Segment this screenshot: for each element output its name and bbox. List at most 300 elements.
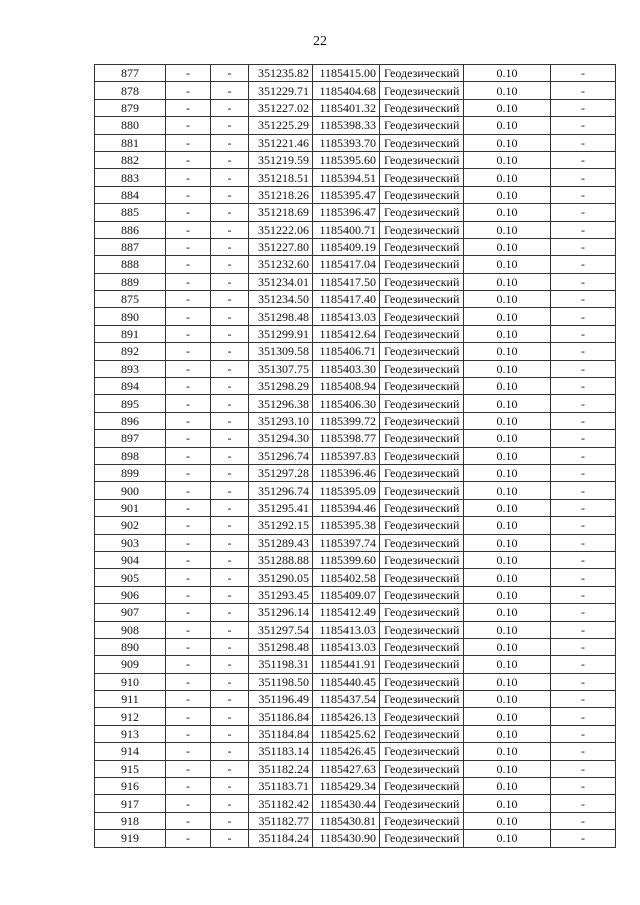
accuracy-cell: 0.10 bbox=[464, 586, 551, 603]
point-number-cell: 910 bbox=[95, 673, 166, 690]
x-new-cell: 351221.46 bbox=[249, 134, 313, 151]
y-new-cell: 1185395.38 bbox=[313, 517, 380, 534]
point-number-cell: 901 bbox=[95, 499, 166, 516]
y-new-cell: 1185399.60 bbox=[313, 551, 380, 568]
description-cell: - bbox=[551, 691, 616, 708]
y-old-cell: - bbox=[211, 238, 249, 255]
accuracy-cell: 0.10 bbox=[464, 395, 551, 412]
y-old-cell: - bbox=[211, 117, 249, 134]
y-new-cell: 1185401.32 bbox=[313, 99, 380, 116]
x-new-cell: 351289.43 bbox=[249, 534, 313, 551]
x-new-cell: 351309.58 bbox=[249, 343, 313, 360]
y-old-cell: - bbox=[211, 812, 249, 829]
accuracy-cell: 0.10 bbox=[464, 534, 551, 551]
point-number-cell: 894 bbox=[95, 378, 166, 395]
method-cell: Геодезический bbox=[380, 778, 464, 795]
accuracy-cell: 0.10 bbox=[464, 238, 551, 255]
accuracy-cell: 0.10 bbox=[464, 482, 551, 499]
table-row bbox=[95, 499, 616, 516]
table-row bbox=[95, 291, 616, 308]
y-old-cell: - bbox=[211, 186, 249, 203]
y-old-cell: - bbox=[211, 291, 249, 308]
x-old-cell: - bbox=[166, 308, 211, 325]
method-cell: Геодезический bbox=[380, 621, 464, 638]
y-old-cell: - bbox=[211, 638, 249, 655]
y-old-cell: - bbox=[211, 134, 249, 151]
y-new-cell: 1185417.04 bbox=[313, 256, 380, 273]
point-number-cell: 893 bbox=[95, 360, 166, 377]
method-cell: Геодезический bbox=[380, 673, 464, 690]
x-old-cell: - bbox=[166, 430, 211, 447]
point-number-cell: 875 bbox=[95, 291, 166, 308]
description-cell: - bbox=[551, 169, 616, 186]
x-new-cell: 351184.84 bbox=[249, 725, 313, 742]
x-new-cell: 351296.74 bbox=[249, 482, 313, 499]
point-number-cell: 913 bbox=[95, 725, 166, 742]
table-row bbox=[95, 691, 616, 708]
description-cell: - bbox=[551, 273, 616, 290]
accuracy-cell: 0.10 bbox=[464, 117, 551, 134]
description-cell: - bbox=[551, 99, 616, 116]
y-old-cell: - bbox=[211, 273, 249, 290]
y-new-cell: 1185399.72 bbox=[313, 412, 380, 429]
x-old-cell: - bbox=[166, 65, 211, 82]
x-old-cell: - bbox=[166, 186, 211, 203]
table-row bbox=[95, 151, 616, 168]
y-new-cell: 1185417.40 bbox=[313, 291, 380, 308]
x-new-cell: 351186.84 bbox=[249, 708, 313, 725]
accuracy-cell: 0.10 bbox=[464, 795, 551, 812]
x-old-cell: - bbox=[166, 604, 211, 621]
y-old-cell: - bbox=[211, 343, 249, 360]
point-number-cell: 906 bbox=[95, 586, 166, 603]
accuracy-cell: 0.10 bbox=[464, 551, 551, 568]
point-number-cell: 885 bbox=[95, 204, 166, 221]
description-cell: - bbox=[551, 360, 616, 377]
y-new-cell: 1185397.74 bbox=[313, 534, 380, 551]
y-old-cell: - bbox=[211, 517, 249, 534]
point-number-cell: 916 bbox=[95, 778, 166, 795]
method-cell: Геодезический bbox=[380, 760, 464, 777]
method-cell: Геодезический bbox=[380, 343, 464, 360]
method-cell: Геодезический bbox=[380, 708, 464, 725]
table-row bbox=[95, 551, 616, 568]
description-cell: - bbox=[551, 708, 616, 725]
point-number-cell: 880 bbox=[95, 117, 166, 134]
description-cell: - bbox=[551, 308, 616, 325]
accuracy-cell: 0.10 bbox=[464, 204, 551, 221]
method-cell: Геодезический bbox=[380, 82, 464, 99]
accuracy-cell: 0.10 bbox=[464, 360, 551, 377]
x-old-cell: - bbox=[166, 830, 211, 847]
accuracy-cell: 0.10 bbox=[464, 812, 551, 829]
point-number-cell: 881 bbox=[95, 134, 166, 151]
table-row bbox=[95, 325, 616, 342]
method-cell: Геодезический bbox=[380, 534, 464, 551]
y-old-cell: - bbox=[211, 778, 249, 795]
y-new-cell: 1185406.30 bbox=[313, 395, 380, 412]
method-cell: Геодезический bbox=[380, 238, 464, 255]
y-new-cell: 1185426.13 bbox=[313, 708, 380, 725]
method-cell: Геодезический bbox=[380, 447, 464, 464]
point-number-cell: 918 bbox=[95, 812, 166, 829]
x-new-cell: 351222.06 bbox=[249, 221, 313, 238]
method-cell: Геодезический bbox=[380, 464, 464, 481]
accuracy-cell: 0.10 bbox=[464, 291, 551, 308]
table-row bbox=[95, 82, 616, 99]
table-row bbox=[95, 830, 616, 847]
x-new-cell: 351227.02 bbox=[249, 99, 313, 116]
method-cell: Геодезический bbox=[380, 517, 464, 534]
description-cell: - bbox=[551, 186, 616, 203]
accuracy-cell: 0.10 bbox=[464, 378, 551, 395]
table-row bbox=[95, 273, 616, 290]
point-number-cell: 903 bbox=[95, 534, 166, 551]
accuracy-cell: 0.10 bbox=[464, 325, 551, 342]
x-old-cell: - bbox=[166, 656, 211, 673]
point-number-cell: 907 bbox=[95, 604, 166, 621]
accuracy-cell: 0.10 bbox=[464, 464, 551, 481]
description-cell: - bbox=[551, 395, 616, 412]
y-old-cell: - bbox=[211, 464, 249, 481]
method-cell: Геодезический bbox=[380, 691, 464, 708]
y-old-cell: - bbox=[211, 151, 249, 168]
accuracy-cell: 0.10 bbox=[464, 221, 551, 238]
point-number-cell: 879 bbox=[95, 99, 166, 116]
y-new-cell: 1185396.46 bbox=[313, 464, 380, 481]
y-old-cell: - bbox=[211, 725, 249, 742]
y-new-cell: 1185440.45 bbox=[313, 673, 380, 690]
method-cell: Геодезический bbox=[380, 308, 464, 325]
description-cell: - bbox=[551, 656, 616, 673]
x-new-cell: 351290.05 bbox=[249, 569, 313, 586]
y-old-cell: - bbox=[211, 708, 249, 725]
accuracy-cell: 0.10 bbox=[464, 743, 551, 760]
y-new-cell: 1185430.44 bbox=[313, 795, 380, 812]
x-new-cell: 351227.80 bbox=[249, 238, 313, 255]
y-new-cell: 1185413.03 bbox=[313, 308, 380, 325]
method-cell: Геодезический bbox=[380, 325, 464, 342]
table-row bbox=[95, 186, 616, 203]
y-old-cell: - bbox=[211, 691, 249, 708]
point-number-cell: 908 bbox=[95, 621, 166, 638]
method-cell: Геодезический bbox=[380, 551, 464, 568]
x-new-cell: 351183.14 bbox=[249, 743, 313, 760]
accuracy-cell: 0.10 bbox=[464, 65, 551, 82]
x-old-cell: - bbox=[166, 256, 211, 273]
x-old-cell: - bbox=[166, 569, 211, 586]
x-old-cell: - bbox=[166, 708, 211, 725]
x-new-cell: 351234.50 bbox=[249, 291, 313, 308]
x-old-cell: - bbox=[166, 82, 211, 99]
y-old-cell: - bbox=[211, 586, 249, 603]
x-old-cell: - bbox=[166, 291, 211, 308]
x-new-cell: 351198.31 bbox=[249, 656, 313, 673]
table-row bbox=[95, 169, 616, 186]
y-new-cell: 1185406.71 bbox=[313, 343, 380, 360]
y-new-cell: 1185402.58 bbox=[313, 569, 380, 586]
x-new-cell: 351182.42 bbox=[249, 795, 313, 812]
description-cell: - bbox=[551, 517, 616, 534]
accuracy-cell: 0.10 bbox=[464, 499, 551, 516]
point-number-cell: 889 bbox=[95, 273, 166, 290]
description-cell: - bbox=[551, 760, 616, 777]
x-new-cell: 351218.51 bbox=[249, 169, 313, 186]
table-row bbox=[95, 517, 616, 534]
x-new-cell: 351196.49 bbox=[249, 691, 313, 708]
accuracy-cell: 0.10 bbox=[464, 517, 551, 534]
table-row bbox=[95, 65, 616, 82]
x-old-cell: - bbox=[166, 238, 211, 255]
y-old-cell: - bbox=[211, 378, 249, 395]
x-old-cell: - bbox=[166, 534, 211, 551]
table-row bbox=[95, 378, 616, 395]
table-row bbox=[95, 604, 616, 621]
y-old-cell: - bbox=[211, 743, 249, 760]
description-cell: - bbox=[551, 117, 616, 134]
y-new-cell: 1185426.45 bbox=[313, 743, 380, 760]
point-number-cell: 914 bbox=[95, 743, 166, 760]
y-old-cell: - bbox=[211, 82, 249, 99]
point-number-cell: 888 bbox=[95, 256, 166, 273]
method-cell: Геодезический bbox=[380, 499, 464, 516]
description-cell: - bbox=[551, 204, 616, 221]
x-new-cell: 351232.60 bbox=[249, 256, 313, 273]
x-new-cell: 351235.82 bbox=[249, 65, 313, 82]
method-cell: Геодезический bbox=[380, 586, 464, 603]
method-cell: Геодезический bbox=[380, 412, 464, 429]
table-row bbox=[95, 117, 616, 134]
y-new-cell: 1185412.64 bbox=[313, 325, 380, 342]
x-old-cell: - bbox=[166, 325, 211, 342]
method-cell: Геодезический bbox=[380, 430, 464, 447]
accuracy-cell: 0.10 bbox=[464, 691, 551, 708]
method-cell: Геодезический bbox=[380, 134, 464, 151]
table-row bbox=[95, 725, 616, 742]
y-new-cell: 1185408.94 bbox=[313, 378, 380, 395]
y-new-cell: 1185397.83 bbox=[313, 447, 380, 464]
x-new-cell: 351288.88 bbox=[249, 551, 313, 568]
point-number-cell: 899 bbox=[95, 464, 166, 481]
y-old-cell: - bbox=[211, 673, 249, 690]
description-cell: - bbox=[551, 638, 616, 655]
point-number-cell: 904 bbox=[95, 551, 166, 568]
point-number-cell: 891 bbox=[95, 325, 166, 342]
y-new-cell: 1185413.03 bbox=[313, 638, 380, 655]
x-old-cell: - bbox=[166, 673, 211, 690]
y-old-cell: - bbox=[211, 256, 249, 273]
y-old-cell: - bbox=[211, 325, 249, 342]
x-old-cell: - bbox=[166, 343, 211, 360]
x-new-cell: 351298.48 bbox=[249, 308, 313, 325]
point-number-cell: 911 bbox=[95, 691, 166, 708]
x-old-cell: - bbox=[166, 378, 211, 395]
accuracy-cell: 0.10 bbox=[464, 673, 551, 690]
description-cell: - bbox=[551, 604, 616, 621]
x-new-cell: 351218.69 bbox=[249, 204, 313, 221]
y-old-cell: - bbox=[211, 99, 249, 116]
x-old-cell: - bbox=[166, 551, 211, 568]
x-new-cell: 351182.24 bbox=[249, 760, 313, 777]
y-new-cell: 1185400.71 bbox=[313, 221, 380, 238]
x-new-cell: 351296.74 bbox=[249, 447, 313, 464]
y-new-cell: 1185441.91 bbox=[313, 656, 380, 673]
x-new-cell: 351234.01 bbox=[249, 273, 313, 290]
description-cell: - bbox=[551, 534, 616, 551]
method-cell: Геодезический bbox=[380, 482, 464, 499]
x-new-cell: 351218.26 bbox=[249, 186, 313, 203]
method-cell: Геодезический bbox=[380, 273, 464, 290]
table-row bbox=[95, 447, 616, 464]
x-old-cell: - bbox=[166, 812, 211, 829]
table-row bbox=[95, 673, 616, 690]
point-number-cell: 898 bbox=[95, 447, 166, 464]
x-new-cell: 351219.59 bbox=[249, 151, 313, 168]
y-old-cell: - bbox=[211, 308, 249, 325]
x-new-cell: 351293.45 bbox=[249, 586, 313, 603]
description-cell: - bbox=[551, 812, 616, 829]
method-cell: Геодезический bbox=[380, 569, 464, 586]
y-new-cell: 1185417.50 bbox=[313, 273, 380, 290]
y-new-cell: 1185430.81 bbox=[313, 812, 380, 829]
description-cell: - bbox=[551, 673, 616, 690]
point-number-cell: 890 bbox=[95, 308, 166, 325]
table-row bbox=[95, 534, 616, 551]
point-number-cell: 902 bbox=[95, 517, 166, 534]
accuracy-cell: 0.10 bbox=[464, 621, 551, 638]
x-old-cell: - bbox=[166, 134, 211, 151]
table-row bbox=[95, 395, 616, 412]
x-new-cell: 351225.29 bbox=[249, 117, 313, 134]
y-old-cell: - bbox=[211, 830, 249, 847]
table-row bbox=[95, 464, 616, 481]
table-row bbox=[95, 638, 616, 655]
method-cell: Геодезический bbox=[380, 291, 464, 308]
y-new-cell: 1185394.46 bbox=[313, 499, 380, 516]
accuracy-cell: 0.10 bbox=[464, 412, 551, 429]
accuracy-cell: 0.10 bbox=[464, 82, 551, 99]
point-number-cell: 896 bbox=[95, 412, 166, 429]
y-old-cell: - bbox=[211, 656, 249, 673]
x-new-cell: 351294.30 bbox=[249, 430, 313, 447]
x-new-cell: 351293.10 bbox=[249, 412, 313, 429]
x-new-cell: 351292.15 bbox=[249, 517, 313, 534]
method-cell: Геодезический bbox=[380, 656, 464, 673]
accuracy-cell: 0.10 bbox=[464, 134, 551, 151]
x-new-cell: 351297.28 bbox=[249, 464, 313, 481]
description-cell: - bbox=[551, 551, 616, 568]
table-row bbox=[95, 656, 616, 673]
table-row bbox=[95, 621, 616, 638]
y-old-cell: - bbox=[211, 360, 249, 377]
description-cell: - bbox=[551, 325, 616, 342]
x-old-cell: - bbox=[166, 743, 211, 760]
table-body bbox=[95, 65, 616, 848]
method-cell: Геодезический bbox=[380, 151, 464, 168]
accuracy-cell: 0.10 bbox=[464, 186, 551, 203]
x-new-cell: 351299.91 bbox=[249, 325, 313, 342]
x-new-cell: 351229.71 bbox=[249, 82, 313, 99]
x-old-cell: - bbox=[166, 517, 211, 534]
table-row bbox=[95, 134, 616, 151]
description-cell: - bbox=[551, 430, 616, 447]
point-number-cell: 882 bbox=[95, 151, 166, 168]
y-old-cell: - bbox=[211, 604, 249, 621]
y-new-cell: 1185394.51 bbox=[313, 169, 380, 186]
x-old-cell: - bbox=[166, 395, 211, 412]
x-old-cell: - bbox=[166, 795, 211, 812]
y-old-cell: - bbox=[211, 499, 249, 516]
x-old-cell: - bbox=[166, 586, 211, 603]
table-row bbox=[95, 795, 616, 812]
table-row bbox=[95, 308, 616, 325]
y-new-cell: 1185395.60 bbox=[313, 151, 380, 168]
accuracy-cell: 0.10 bbox=[464, 778, 551, 795]
x-old-cell: - bbox=[166, 412, 211, 429]
table-row bbox=[95, 343, 616, 360]
y-new-cell: 1185429.34 bbox=[313, 778, 380, 795]
accuracy-cell: 0.10 bbox=[464, 760, 551, 777]
point-number-cell: 884 bbox=[95, 186, 166, 203]
table-row bbox=[95, 812, 616, 829]
point-number-cell: 900 bbox=[95, 482, 166, 499]
table-row bbox=[95, 743, 616, 760]
point-number-cell: 878 bbox=[95, 82, 166, 99]
description-cell: - bbox=[551, 221, 616, 238]
table-row bbox=[95, 569, 616, 586]
x-old-cell: - bbox=[166, 499, 211, 516]
y-old-cell: - bbox=[211, 395, 249, 412]
point-number-cell: 892 bbox=[95, 343, 166, 360]
coordinates-table bbox=[94, 64, 616, 848]
description-cell: - bbox=[551, 151, 616, 168]
method-cell: Геодезический bbox=[380, 795, 464, 812]
description-cell: - bbox=[551, 82, 616, 99]
table-row bbox=[95, 708, 616, 725]
y-new-cell: 1185395.09 bbox=[313, 482, 380, 499]
x-new-cell: 351307.75 bbox=[249, 360, 313, 377]
y-new-cell: 1185398.77 bbox=[313, 430, 380, 447]
description-cell: - bbox=[551, 830, 616, 847]
table-row bbox=[95, 360, 616, 377]
x-new-cell: 351198.50 bbox=[249, 673, 313, 690]
method-cell: Геодезический bbox=[380, 186, 464, 203]
accuracy-cell: 0.10 bbox=[464, 725, 551, 742]
y-old-cell: - bbox=[211, 482, 249, 499]
description-cell: - bbox=[551, 343, 616, 360]
point-number-cell: 886 bbox=[95, 221, 166, 238]
point-number-cell: 912 bbox=[95, 708, 166, 725]
x-old-cell: - bbox=[166, 117, 211, 134]
description-cell: - bbox=[551, 795, 616, 812]
point-number-cell: 877 bbox=[95, 65, 166, 82]
y-new-cell: 1185413.03 bbox=[313, 621, 380, 638]
table-row bbox=[95, 256, 616, 273]
x-new-cell: 351182.77 bbox=[249, 812, 313, 829]
x-old-cell: - bbox=[166, 638, 211, 655]
description-cell: - bbox=[551, 499, 616, 516]
description-cell: - bbox=[551, 447, 616, 464]
point-number-cell: 917 bbox=[95, 795, 166, 812]
method-cell: Геодезический bbox=[380, 204, 464, 221]
accuracy-cell: 0.10 bbox=[464, 256, 551, 273]
x-old-cell: - bbox=[166, 760, 211, 777]
accuracy-cell: 0.10 bbox=[464, 99, 551, 116]
description-cell: - bbox=[551, 725, 616, 742]
x-old-cell: - bbox=[166, 778, 211, 795]
accuracy-cell: 0.10 bbox=[464, 430, 551, 447]
y-new-cell: 1185409.19 bbox=[313, 238, 380, 255]
